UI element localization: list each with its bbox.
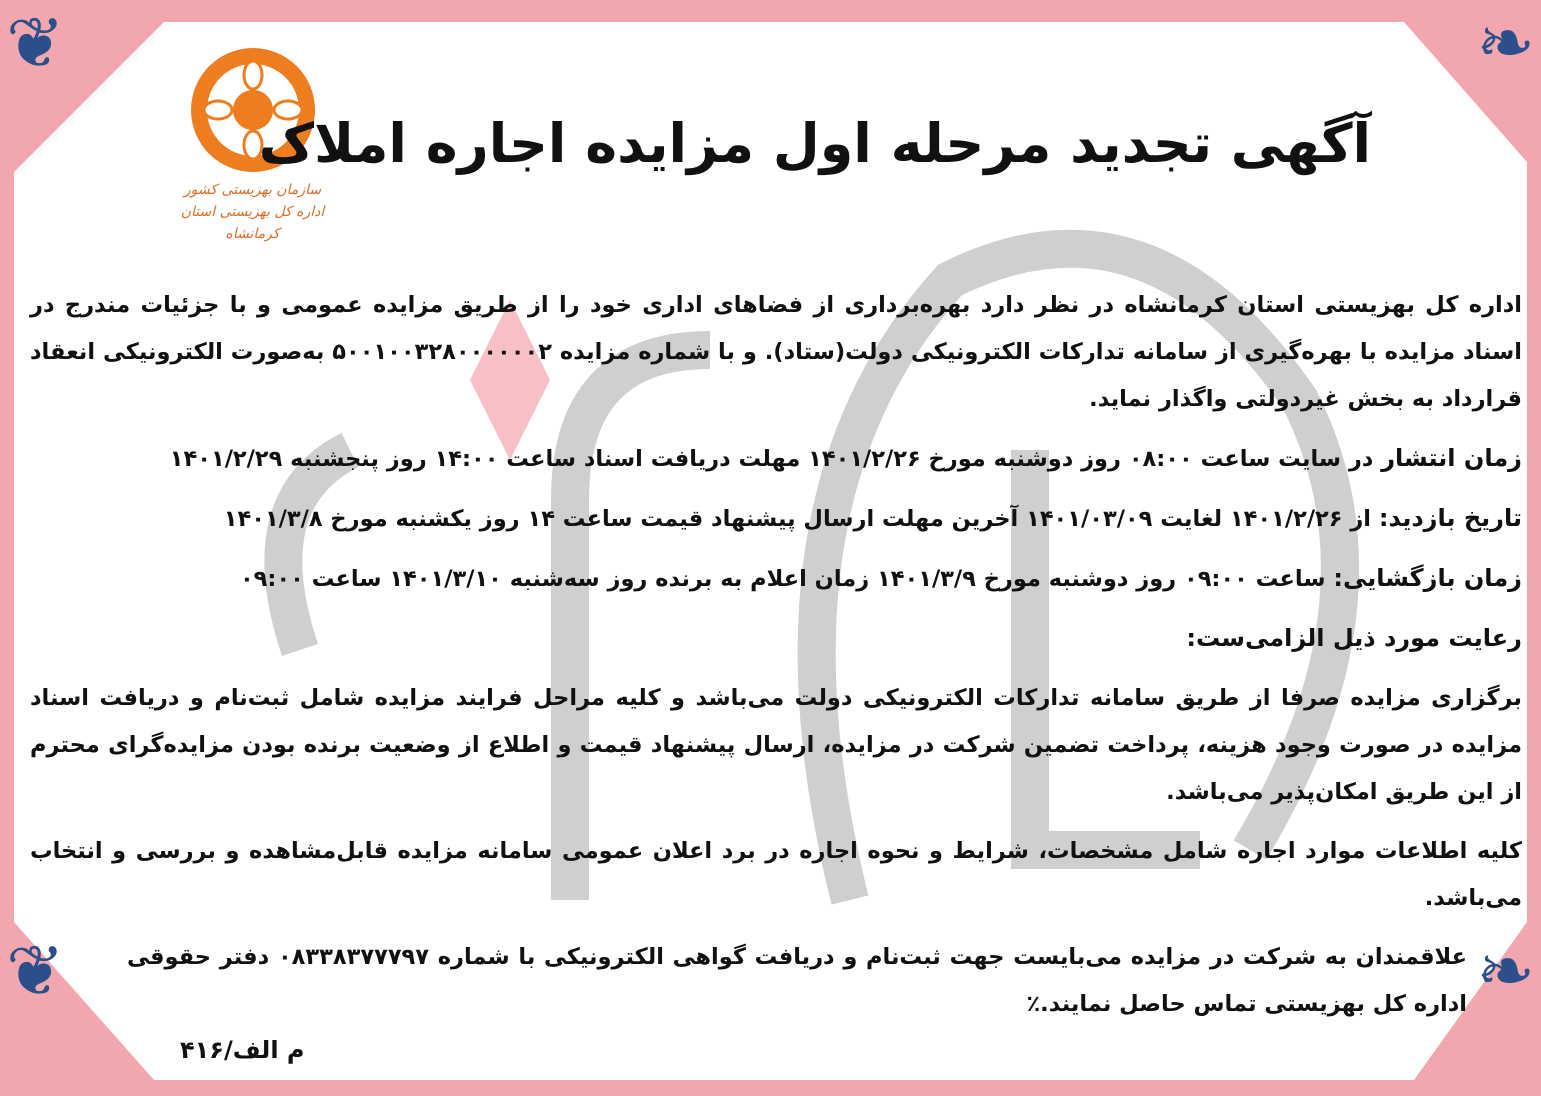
schedule-visit <box>30 495 1522 543</box>
ornament-top-right-icon: ❧ <box>1476 2 1535 84</box>
logo-line-1: سازمان بهزیستی کشور <box>183 182 322 198</box>
requirements-heading <box>30 615 1522 663</box>
requirement-1: برگزاری مزایده صرفا از طریق سامانه تدارکات الکترونیکی دولت می‌باشد و کلیه مراحل فرایند مزایده شامل ثبت‌نام و دریافت اسناد مزایده در صورت وجود هزینه، پرداخت تضمین شرکت در مزایده، ارسال پیشنهاد قیمت و اطلاع از وضعیت برنده بودن مزایده‌گرای محترم از این طریق امکان‌پذیر می‌باشد. <box>30 685 1522 805</box>
ornament-top-left-icon: ❦ <box>6 2 65 84</box>
schedule-text: در سایت ساعت ۰۸:۰۰ روز دوشنبه مورخ ۱۴۰۱/۲/۲۶ مهلت دریافت اسناد ساعت ۱۴:۰۰ روز پنجشنبه ۱۴۰۱/۲/۲۹ <box>169 446 1382 472</box>
reference-number: م الف/۴۱۶ <box>180 1036 305 1064</box>
schedule-label: تاریخ بازدید: <box>1378 504 1522 532</box>
ornament-bottom-left-icon: ❦ <box>6 930 65 1012</box>
schedule-text: ساعت ۰۹:۰۰ روز دوشنبه مورخ ۱۴۰۱/۳/۹ زمان اعلام به برنده روز سه‌شنبه ۱۴۰۱/۳/۱۰ ساعت ۰۹:۰۰ <box>239 566 1334 592</box>
heading-text: رعایت مورد ذیل الزامی‌ست: <box>1186 624 1522 652</box>
intro-paragraph: اداره کل بهزیستی استان کرمانشاه در نظر دارد بهره‌برداری از فضاهای اداری خود را از طریق مزایده عمومی و با جزئیات مندرج در اسناد مزایده با بهره‌گیری از سامانه تدارکات الکترونیکی دولت(ستاد). و با شماره مزایده ۵۰۰۱۰۰۳۲۸۰۰۰۰۰۰۲ به‌صورت الکترونیکی انعقاد قرارداد به بخش غیردولتی واگذار نماید. <box>30 292 1522 412</box>
ornament-bottom-right-icon: ❧ <box>1476 930 1535 1012</box>
schedule-publish <box>30 435 1522 483</box>
contact-paragraph: علاقمندان به شرکت در مزایده می‌بایست جهت ثبت‌نام و دریافت گواهی الکترونیکی با شماره ۰۸۳۳۸۳۷۷۷۹۷ دفتر حقوقی اداره کل بهزیستی تماس حاصل نمایند.٪ <box>127 944 1468 1017</box>
schedule-text: از ۱۴۰۱/۲/۲۶ لغایت ۱۴۰۱/۰۳/۰۹ آخرین مهلت ارسال پیشنهاد قیمت ساعت ۱۴ روز یکشنبه مورخ ۱۴۰۱/۳/۸ <box>223 506 1379 532</box>
notice-body <box>30 282 1522 1040</box>
schedule-label: زمان بازگشایی: <box>1333 564 1522 592</box>
schedule-label: زمان انتشار <box>1381 444 1522 472</box>
logo-line-2: اداره کل بهزیستی استان کرمانشاه <box>180 204 325 242</box>
schedule-opening <box>30 555 1522 603</box>
requirement-2: کلیه اطلاعات موارد اجاره شامل مشخصات، شرایط و نحوه اجاره در برد اعلان عمومی سامانه مزایده قابل‌مشاهده و بررسی و انتخاب می‌باشد. <box>30 838 1522 911</box>
page-title: آگهی تجدید مرحله اول مزایده اجاره املاک <box>258 112 1371 175</box>
